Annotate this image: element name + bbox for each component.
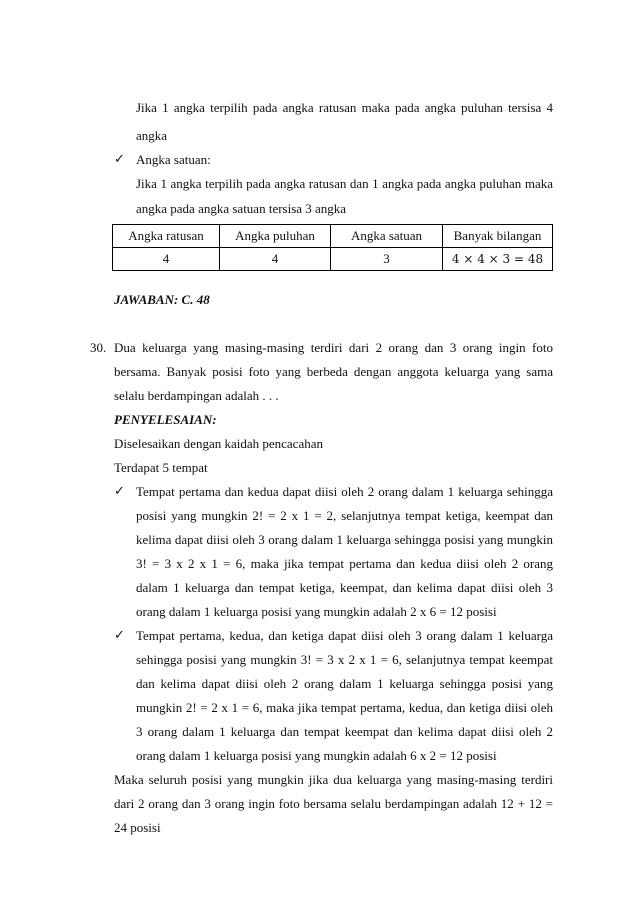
bullet-line: dalam 1 keluarga dan tempat ketiga, keempat, dan kelima dapat diisi oleh 3: [136, 580, 553, 595]
bullet-line: Tempat pertama dan kedua dapat diisi oleh 2 orang dalam 1 keluarga sehingga: [136, 484, 553, 499]
table-header: Angka puluhan: [220, 225, 331, 248]
answer-label: JAWABAN: C. 48: [114, 292, 210, 307]
bullet-title: Angka satuan:: [136, 152, 211, 167]
bullet-line: sehingga posisi yang mungkin 3! = 3 x 2 x 1 = 6, selanjutnya tempat keempat: [136, 652, 553, 667]
bullet-line: mungkin 2! = 2 x 1 = 6, maka jika tempat pertama, kedua, dan ketiga diisi oleh: [136, 700, 553, 715]
text-line: Jika 1 angka terpilih pada angka ratusan dan 1 angka pada angka puluhan maka: [136, 176, 553, 191]
bullet-line: dan kelima dapat diisi oleh 2 orang dalam 1 keluarga sehingga posisi yang: [136, 676, 553, 691]
text-line: angka: [136, 128, 168, 143]
solution-label: PENYELESAIAN:: [114, 412, 217, 427]
text-line: angka pada angka satuan tersisa 3 angka: [136, 201, 347, 216]
conclusion-line: 24 posisi: [114, 820, 161, 835]
check-icon: ✓: [114, 628, 125, 643]
question-line: Dua keluarga yang masing-masing terdiri dari 2 orang dan 3 orang ingin foto: [114, 340, 553, 355]
table-cell: 4 × 4 × 3 = 48: [443, 248, 553, 271]
bullet-line: orang dalam 1 keluarga posisi yang mungkin adalah 2 x 6 = 12 posisi: [136, 604, 497, 619]
table-cell: 4: [220, 248, 331, 271]
question-number: 30.: [90, 340, 107, 355]
table-row: [113, 248, 553, 271]
counting-table: [112, 224, 553, 271]
table-header: Angka ratusan: [113, 225, 220, 248]
table-header: Banyak bilangan: [443, 225, 553, 248]
bullet-line: 3 orang dalam 1 keluarga dan tempat keempat dan kelima dapat diisi oleh 2: [136, 724, 553, 739]
table-cell: 4: [113, 248, 220, 271]
bullet-line: kelima dapat diisi oleh 3 orang dalam 1 keluarga sehingga posisi yang mungkin: [136, 532, 553, 547]
conclusion-line: Maka seluruh posisi yang mungkin jika dua keluarga yang masing-masing terdiri: [114, 772, 553, 787]
bullet-line: orang dalam 1 keluarga posisi yang mungkin adalah 6 x 2 = 12 posisi: [136, 748, 497, 763]
solution-line: Diselesaikan dengan kaidah pencacahan: [114, 436, 323, 451]
check-icon: ✓: [114, 484, 125, 499]
conclusion-line: dari 2 orang dan 3 orang ingin foto bersama selalu berdampingan adalah 12 + 12 =: [114, 796, 553, 811]
text-line: Jika 1 angka terpilih pada angka ratusan maka pada angka puluhan tersisa 4: [136, 100, 553, 115]
bullet-line: Tempat pertama, kedua, dan ketiga dapat diisi oleh 3 orang dalam 1 keluarga: [136, 628, 553, 643]
table-header-row: [113, 225, 553, 248]
table-header: Angka satuan: [331, 225, 443, 248]
table-cell: 3: [331, 248, 443, 271]
solution-line: Terdapat 5 tempat: [114, 460, 208, 475]
bullet-line: posisi yang mungkin 2! = 2 x 1 = 2, selanjutnya tempat ketiga, keempat dan: [136, 508, 553, 523]
check-icon: ✓: [114, 152, 125, 167]
bullet-line: 3! = 3 x 2 x 1 = 6, maka jika tempat pertama dan kedua diisi oleh 2 orang: [136, 556, 553, 571]
question-line: bersama. Banyak posisi foto yang berbeda dengan anggota keluarga yang sama: [114, 364, 553, 379]
question-line: selalu berdampingan adalah . . .: [114, 388, 279, 403]
